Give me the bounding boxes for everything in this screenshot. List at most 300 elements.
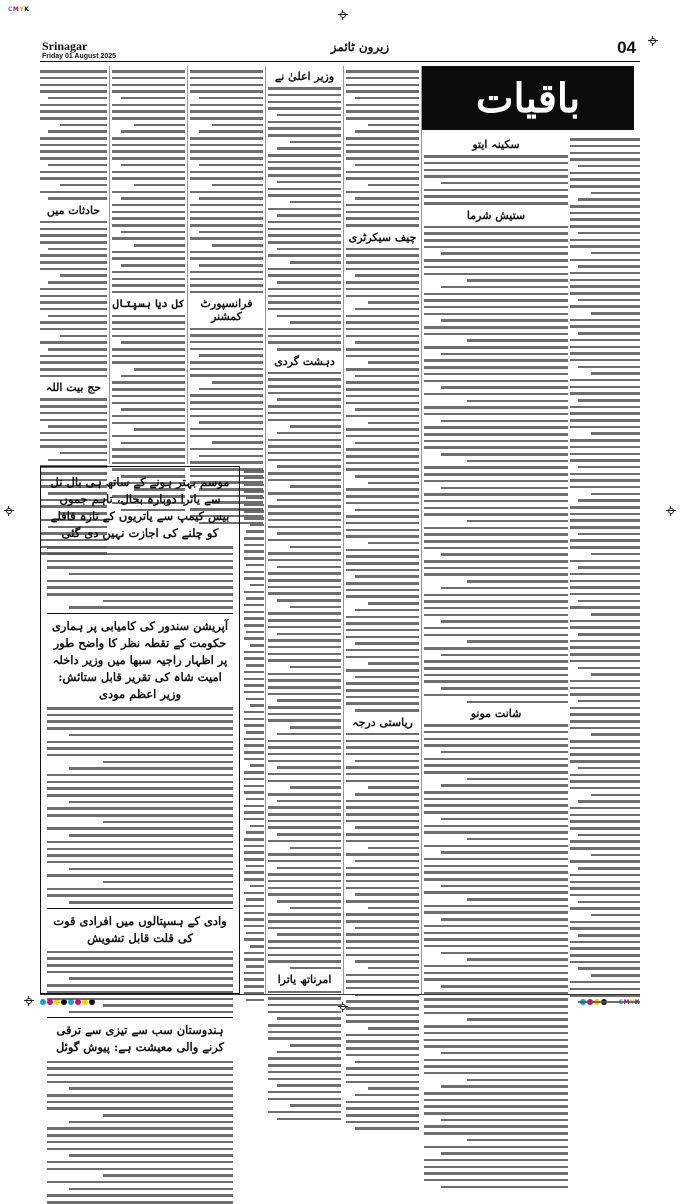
text-line	[40, 268, 107, 271]
text-line	[112, 415, 185, 418]
text-line	[277, 699, 341, 702]
text-line	[112, 422, 185, 425]
text-line	[591, 432, 640, 435]
text-line	[346, 321, 419, 324]
text-line	[570, 446, 640, 449]
text-line	[578, 867, 640, 870]
text-line	[268, 519, 341, 522]
text-line	[47, 727, 233, 730]
text-line	[578, 934, 640, 937]
text-line	[40, 295, 107, 298]
text-line	[268, 87, 341, 90]
text-line	[69, 1121, 233, 1124]
text-line	[268, 826, 341, 829]
text-line	[244, 744, 264, 747]
text-line	[268, 693, 341, 696]
text-line	[268, 947, 341, 950]
text-line	[591, 673, 640, 676]
box-divider	[47, 1017, 233, 1018]
text-line	[268, 1078, 341, 1081]
text-line	[244, 624, 264, 627]
text-line	[368, 482, 419, 485]
text-line	[441, 453, 568, 456]
text-line	[424, 1172, 568, 1175]
text-line	[244, 544, 264, 547]
text-line	[424, 680, 568, 683]
text-line	[277, 398, 341, 401]
text-line	[424, 293, 568, 296]
text-line	[103, 1114, 233, 1117]
text-line	[268, 295, 341, 298]
text-line	[199, 264, 263, 267]
text-line	[47, 560, 233, 563]
text-line	[277, 566, 341, 569]
text-line	[250, 885, 264, 888]
text-line	[578, 566, 640, 569]
text-line	[467, 279, 568, 282]
text-line	[570, 185, 640, 188]
article-column-1	[570, 134, 640, 994]
text-line	[268, 873, 341, 876]
text-line	[277, 1118, 341, 1121]
text-line	[48, 197, 107, 200]
text-line	[40, 177, 107, 180]
text-line	[112, 388, 185, 391]
city-label: Srinagar	[42, 39, 88, 53]
text-line	[48, 348, 107, 351]
text-line	[277, 432, 341, 435]
text-line	[47, 1181, 233, 1184]
text-line	[244, 805, 264, 808]
text-line	[277, 114, 341, 117]
text-line	[578, 767, 640, 770]
text-line	[40, 398, 107, 401]
text-line	[424, 1005, 568, 1008]
text-line	[112, 395, 185, 398]
text-line	[591, 613, 640, 616]
text-line	[40, 368, 107, 371]
article-heading: شانت مونو	[470, 707, 522, 720]
text-line	[277, 1017, 341, 1020]
text-line	[346, 84, 419, 87]
text-line	[268, 1011, 341, 1014]
text-line	[346, 288, 419, 291]
text-line	[47, 1161, 233, 1164]
text-line	[570, 152, 640, 155]
text-line	[277, 248, 341, 251]
text-line	[424, 878, 568, 881]
text-line	[212, 381, 263, 384]
text-line	[277, 867, 341, 870]
text-line	[441, 918, 568, 921]
text-line	[244, 577, 264, 580]
text-line	[40, 445, 107, 448]
text-line	[424, 346, 568, 349]
text-line	[277, 633, 341, 636]
text-line	[47, 1194, 233, 1197]
text-line	[244, 978, 264, 981]
text-line	[355, 960, 419, 963]
text-line	[268, 626, 341, 629]
text-line	[346, 1081, 419, 1084]
article-column-2	[346, 66, 419, 994]
text-line	[277, 147, 341, 150]
text-line	[424, 273, 568, 276]
text-line	[112, 455, 185, 458]
text-line	[578, 399, 640, 402]
text-line	[69, 834, 233, 837]
text-line	[290, 666, 341, 669]
text-line	[346, 381, 419, 384]
text-line	[268, 719, 341, 722]
text-line	[290, 1044, 341, 1047]
text-line	[570, 392, 640, 395]
text-line	[424, 1179, 568, 1182]
column-rule	[421, 66, 422, 994]
text-line	[246, 999, 264, 1002]
text-line	[346, 920, 419, 923]
text-line	[355, 408, 419, 411]
text-line	[268, 887, 341, 890]
text-line	[48, 248, 107, 251]
text-line	[69, 901, 233, 904]
text-line	[290, 847, 341, 850]
text-line	[190, 117, 263, 120]
text-line	[346, 448, 419, 451]
section-title: باقیات	[475, 74, 581, 122]
text-line	[268, 612, 341, 615]
text-line	[346, 104, 419, 107]
text-line	[368, 124, 419, 127]
text-line	[190, 428, 263, 431]
text-line	[578, 366, 640, 369]
text-line	[199, 197, 263, 200]
text-line	[244, 490, 264, 493]
text-line	[346, 204, 419, 207]
text-line	[121, 408, 185, 411]
text-line	[424, 731, 568, 734]
text-line	[346, 974, 419, 977]
text-line	[190, 70, 263, 73]
text-line	[570, 988, 640, 991]
text-line	[190, 401, 263, 404]
text-line	[40, 228, 107, 231]
text-line	[199, 231, 263, 234]
text-line	[591, 974, 640, 977]
text-line	[268, 960, 341, 963]
text-line	[368, 602, 419, 605]
text-line	[578, 332, 640, 335]
text-line	[346, 887, 419, 890]
text-line	[578, 633, 640, 636]
text-line	[112, 335, 185, 338]
article-heading: حادثات میں	[46, 203, 101, 217]
text-line	[570, 740, 640, 743]
text-line	[190, 334, 263, 337]
text-line	[424, 259, 568, 262]
text-line	[199, 354, 263, 357]
text-line	[346, 682, 419, 685]
text-line	[47, 741, 233, 744]
text-line	[190, 341, 263, 344]
text-line	[47, 747, 233, 750]
text-line	[268, 241, 341, 244]
text-line	[112, 402, 185, 405]
text-line	[112, 271, 185, 274]
text-line	[467, 1018, 568, 1021]
text-line	[570, 172, 640, 175]
text-line	[346, 522, 419, 525]
text-line	[47, 1168, 233, 1171]
text-line	[290, 321, 341, 324]
text-line	[47, 991, 233, 994]
text-line	[570, 840, 640, 843]
text-line	[277, 214, 341, 217]
text-line	[346, 137, 419, 140]
text-line	[277, 1084, 341, 1087]
text-line	[591, 553, 640, 556]
text-line	[244, 958, 264, 961]
text-line	[290, 485, 341, 488]
text-line	[112, 137, 185, 140]
text-line	[268, 392, 341, 395]
text-line	[346, 840, 419, 843]
text-line	[246, 530, 264, 533]
text-line	[346, 780, 419, 783]
text-line	[244, 550, 264, 553]
text-line	[570, 586, 640, 589]
text-line	[346, 549, 419, 552]
news-box	[40, 466, 240, 1055]
text-line	[467, 898, 568, 901]
text-line	[424, 594, 568, 597]
text-line	[570, 887, 640, 890]
text-line	[268, 228, 341, 231]
text-line	[244, 510, 264, 513]
text-line	[346, 954, 419, 957]
text-line	[355, 676, 419, 679]
text-line	[424, 155, 568, 158]
text-line	[268, 860, 341, 863]
registration-mark-left	[4, 506, 14, 516]
text-line	[103, 821, 233, 824]
text-line	[40, 191, 107, 194]
text-line	[355, 475, 419, 478]
text-line	[441, 1085, 568, 1088]
text-line	[591, 252, 640, 255]
text-line	[277, 532, 341, 535]
text-line	[346, 689, 419, 692]
text-line	[570, 774, 640, 777]
text-line	[69, 1154, 233, 1157]
text-line	[355, 760, 419, 763]
text-line	[40, 234, 107, 237]
text-line	[40, 70, 107, 73]
text-line	[424, 614, 568, 617]
text-line	[47, 1101, 233, 1104]
text-line	[424, 771, 568, 774]
text-line	[47, 787, 233, 790]
text-line	[244, 778, 264, 781]
text-line	[346, 1114, 419, 1117]
text-line	[570, 459, 640, 462]
text-line	[355, 609, 419, 612]
text-line	[47, 894, 233, 897]
text-line	[47, 1141, 233, 1144]
text-line	[246, 865, 264, 868]
text-line	[190, 144, 263, 147]
text-line	[424, 938, 568, 941]
text-line	[277, 281, 341, 284]
text-line	[121, 164, 185, 167]
text-line	[346, 348, 419, 351]
text-line	[368, 1027, 419, 1030]
text-line	[277, 1051, 341, 1054]
text-line	[47, 861, 233, 864]
text-line	[244, 972, 264, 975]
text-line	[268, 1004, 341, 1007]
text-line	[190, 104, 263, 107]
text-line	[244, 637, 264, 640]
text-line	[268, 234, 341, 237]
text-line	[346, 813, 419, 816]
text-line	[268, 920, 341, 923]
text-line	[69, 801, 233, 804]
text-line	[268, 419, 341, 422]
text-line	[346, 495, 419, 498]
text-line	[570, 640, 640, 643]
text-line	[346, 589, 419, 592]
text-line	[570, 506, 640, 509]
text-line	[570, 546, 640, 549]
text-line	[570, 760, 640, 763]
text-line	[346, 562, 419, 565]
text-line	[346, 629, 419, 632]
text-line	[346, 740, 419, 743]
text-line	[47, 593, 233, 596]
text-line	[424, 413, 568, 416]
text-line	[424, 373, 568, 376]
text-line	[570, 653, 640, 656]
text-line	[47, 1107, 233, 1110]
text-line	[268, 472, 341, 475]
section-banner	[422, 66, 634, 130]
text-line	[268, 1024, 341, 1027]
text-line	[244, 791, 264, 794]
text-line	[250, 945, 264, 948]
text-line	[578, 466, 640, 469]
text-line	[246, 731, 264, 734]
text-line	[290, 786, 341, 789]
text-line	[199, 421, 263, 424]
text-line	[47, 566, 233, 569]
text-line	[112, 435, 185, 438]
text-line	[121, 231, 185, 234]
text-line	[48, 164, 107, 167]
text-line	[212, 441, 263, 444]
text-line	[190, 204, 263, 207]
text-line	[112, 448, 185, 451]
text-line	[346, 746, 419, 749]
text-line	[47, 1067, 233, 1070]
text-line	[268, 913, 341, 916]
text-line	[424, 507, 568, 510]
text-line	[570, 279, 640, 282]
text-line	[277, 599, 341, 602]
text-line	[355, 927, 419, 930]
text-line	[578, 533, 640, 536]
text-line	[441, 252, 568, 255]
text-line	[268, 274, 341, 277]
text-line	[190, 137, 263, 140]
text-line	[424, 239, 568, 242]
text-line	[47, 546, 233, 549]
box-headline-2: آپریشن سندور کی کامیابی پر ہماری حکومت کے تقطہ نظر کا واضح طور پر اظہار راجیہ سبھا میں وزیر داخلہ امیت شاہ کی تقریر قابل ستائش: وزیر اعظم مودی	[51, 618, 229, 701]
text-line	[424, 667, 568, 670]
text-line	[467, 580, 568, 583]
text-line	[190, 394, 263, 397]
text-line	[346, 1101, 419, 1104]
text-line	[570, 145, 640, 148]
text-line	[346, 515, 419, 518]
text-line	[424, 500, 568, 503]
text-line	[277, 348, 341, 351]
text-line	[190, 191, 263, 194]
text-line	[346, 355, 419, 358]
box-headline-3: وادی کے ہسپتالوں میں افرادی قوت کی قلت قابل تشویش	[53, 913, 227, 945]
text-line	[424, 527, 568, 530]
text-line	[424, 1099, 568, 1102]
text-line	[40, 341, 107, 344]
text-line	[290, 907, 341, 910]
text-line	[268, 372, 341, 375]
text-line	[47, 984, 233, 987]
text-line	[570, 319, 640, 322]
text-line	[355, 97, 419, 100]
text-line	[268, 653, 341, 656]
text-line	[368, 301, 419, 304]
text-line	[346, 1121, 419, 1124]
registration-mark-top	[338, 10, 348, 20]
text-line	[40, 117, 107, 120]
text-line	[570, 486, 640, 489]
text-line	[346, 933, 419, 936]
text-line	[47, 1127, 233, 1130]
text-line	[424, 560, 568, 563]
text-line	[570, 860, 640, 863]
text-line	[47, 957, 233, 960]
text-line	[346, 806, 419, 809]
text-line	[246, 932, 264, 935]
article-heading: دہشت گردی	[274, 354, 335, 368]
text-line	[591, 372, 640, 375]
text-line	[441, 784, 568, 787]
text-line	[190, 408, 263, 411]
text-line	[346, 1047, 419, 1050]
text-line	[346, 913, 419, 916]
text-line	[268, 167, 341, 170]
registration-mark-top-right	[648, 36, 658, 46]
text-line	[290, 201, 341, 204]
text-line	[268, 308, 341, 311]
text-line	[112, 291, 185, 294]
text-line	[246, 798, 264, 801]
text-line	[570, 539, 640, 542]
text-line	[268, 760, 341, 763]
text-line	[190, 291, 263, 294]
text-line	[346, 77, 419, 80]
text-line	[591, 854, 640, 857]
